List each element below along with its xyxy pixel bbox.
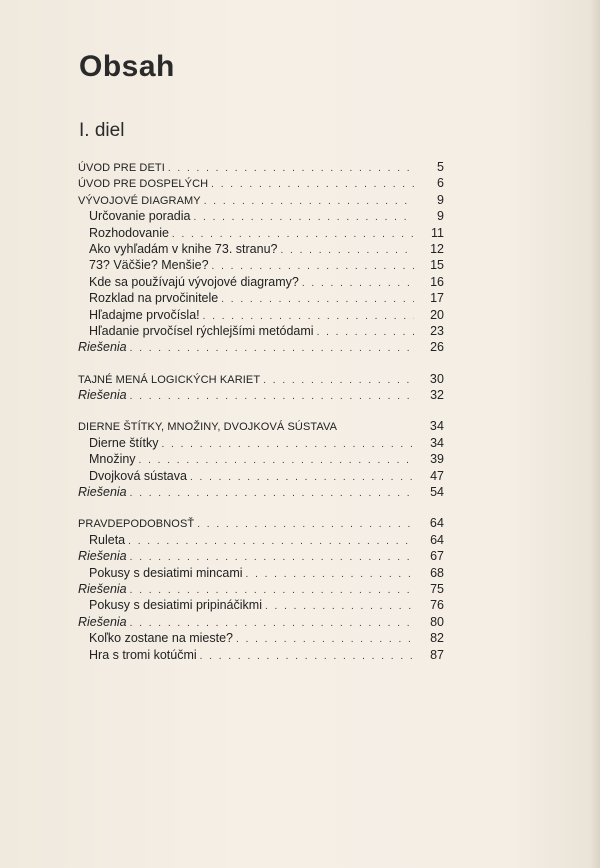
toc-entry-label: Hra s tromi kotúčmi (89, 647, 197, 662)
toc-subentry (78, 565, 444, 581)
toc-subentry (78, 323, 444, 339)
dot-leader (221, 292, 414, 308)
dot-leader (204, 194, 414, 210)
toc-page-number: 67 (430, 549, 444, 564)
toc-page-number: 34 (430, 435, 444, 450)
dot-leader (193, 210, 414, 226)
toc-page-number: 76 (430, 598, 444, 613)
toc-entry-label: Riešenia (78, 340, 127, 355)
toc-section-entry (78, 371, 444, 387)
toc-section-entry (78, 192, 444, 208)
toc-subentry (78, 647, 444, 663)
toc-entry-label: Určovanie poradia (89, 209, 191, 224)
toc-entry-label: 73? Väčšie? Menšie? (89, 258, 209, 273)
toc-entry-label: ÚVOD PRE DETI (78, 162, 165, 174)
toc-page-number: 5 (436, 160, 444, 174)
toc-entry-label: TAJNÉ MENÁ LOGICKÝCH KARIET (78, 373, 261, 386)
toc-page-number: 82 (430, 631, 444, 646)
toc-page-number: 9 (437, 209, 444, 224)
toc-entry-label: Hľadanie prvočísel rýchlejšími metódami (89, 323, 314, 338)
toc-subentry (78, 241, 444, 257)
toc-entry-label: Dierne štítky (89, 435, 159, 450)
dot-leader (265, 599, 414, 615)
toc-subentry (78, 451, 444, 467)
toc-section-entry (78, 159, 444, 175)
toc-subentry (78, 468, 444, 484)
dot-leader (302, 276, 414, 292)
toc-subentry (78, 435, 444, 451)
toc-page-number: 9 (436, 192, 444, 207)
toc-subentry (78, 208, 444, 224)
dot-leader (211, 177, 414, 193)
toc-entry-label: ÚVOD PRE DOSPELÝCH (78, 178, 209, 191)
toc-subentry (78, 630, 444, 646)
toc-entry-label: VÝVOJOVÉ DIAGRAMY (78, 194, 201, 207)
section-gap (78, 500, 444, 515)
toc-solutions-entry (78, 548, 444, 564)
toc-subentry (78, 597, 444, 613)
toc-page-number: 39 (430, 452, 444, 467)
section-gap (78, 403, 444, 418)
dot-leader (280, 243, 414, 259)
dot-leader (263, 373, 414, 389)
toc-section-entry (78, 175, 444, 191)
toc-subentry (78, 290, 444, 306)
toc-entry-label: Množiny (89, 452, 136, 467)
toc-entry-label: DIERNE ŠTÍTKY, MNOŽINY, DVOJKOVÁ SÚSTAVA (78, 421, 338, 434)
toc-page-number: 20 (430, 307, 444, 322)
toc-section-entry (78, 515, 444, 531)
toc-entry-label: Ako vyhľadám v knihe 73. stranu? (89, 241, 278, 256)
dot-leader (130, 341, 414, 357)
toc-entry-label: Dvojková sústava (89, 468, 187, 483)
toc-entry-label: Riešenia (78, 485, 127, 500)
dot-leader (168, 161, 414, 177)
toc-page-number: 75 (430, 581, 444, 596)
toc-entry-label: Kde sa používajú vývojové diagramy? (89, 274, 299, 289)
toc-page-number: 11 (431, 225, 444, 240)
toc-page-number: 30 (429, 371, 444, 386)
toc-section-entry (78, 418, 444, 434)
toc-entry-label: Koľko zostane na mieste? (89, 631, 234, 646)
toc-entry-label: Ruleta (89, 532, 126, 547)
dot-leader (317, 325, 414, 341)
toc-page-number: 87 (430, 647, 444, 662)
toc-page-number: 64 (429, 516, 444, 531)
toc-page-number: 12 (430, 241, 444, 256)
toc-entry-label: Riešenia (78, 581, 127, 596)
toc-subentry (78, 274, 444, 290)
toc-entry-label: Pokusy s desiatimi mincami (89, 565, 243, 580)
section-gap (78, 356, 444, 371)
toc-page-number: 26 (430, 340, 444, 355)
toc-page-number: 34 (429, 419, 444, 434)
dot-leader (246, 567, 414, 583)
toc-page-number: 17 (430, 291, 444, 306)
toc-page-number: 68 (430, 565, 444, 580)
toc-entry-label: Pokusy s desiatimi pripináčikmi (89, 598, 262, 613)
page-edge-shadow (590, 0, 600, 868)
toc-solutions-entry (78, 387, 444, 403)
toc-page-number: 15 (430, 258, 444, 273)
toc-solutions-entry (78, 581, 444, 597)
toc-page-number: 54 (430, 485, 444, 500)
table-of-contents (78, 159, 444, 663)
toc-entry-label: Riešenia (78, 549, 127, 564)
dot-leader (130, 486, 414, 502)
toc-subentry (78, 307, 444, 323)
toc-solutions-entry (78, 484, 444, 500)
toc-page-number: 16 (430, 274, 444, 289)
toc-solutions-entry (78, 614, 444, 630)
toc-entry-label: PRAVDEPODOBNOSŤ (78, 518, 195, 531)
toc-page-number: 23 (430, 323, 444, 338)
toc-page-number: 32 (430, 388, 444, 403)
dot-leader (197, 517, 414, 533)
toc-entry-label: Rozklad na prvočinitele (89, 291, 219, 306)
toc-entry-label: Rozhodovanie (89, 225, 169, 240)
dot-leader (200, 649, 414, 665)
dot-leader (161, 437, 414, 453)
toc-page-number: 80 (430, 614, 444, 629)
toc-entry-label: Hľadajme prvočísla! (89, 307, 200, 322)
toc-solutions-entry (78, 339, 444, 355)
page-title: Obsah (79, 50, 175, 83)
toc-page-number: 64 (430, 532, 444, 547)
toc-page-number: 47 (430, 468, 444, 483)
dot-leader (190, 470, 414, 486)
dot-leader (130, 389, 414, 405)
part-heading: I. diel (79, 120, 125, 141)
toc-subentry (78, 532, 444, 548)
toc-subentry (78, 225, 444, 241)
dot-leader (128, 534, 414, 550)
toc-subentry (78, 257, 444, 273)
toc-page-number: 6 (436, 176, 444, 191)
toc-entry-label: Riešenia (78, 614, 127, 629)
toc-entry-label: Riešenia (78, 388, 127, 403)
dot-leader (236, 632, 414, 648)
